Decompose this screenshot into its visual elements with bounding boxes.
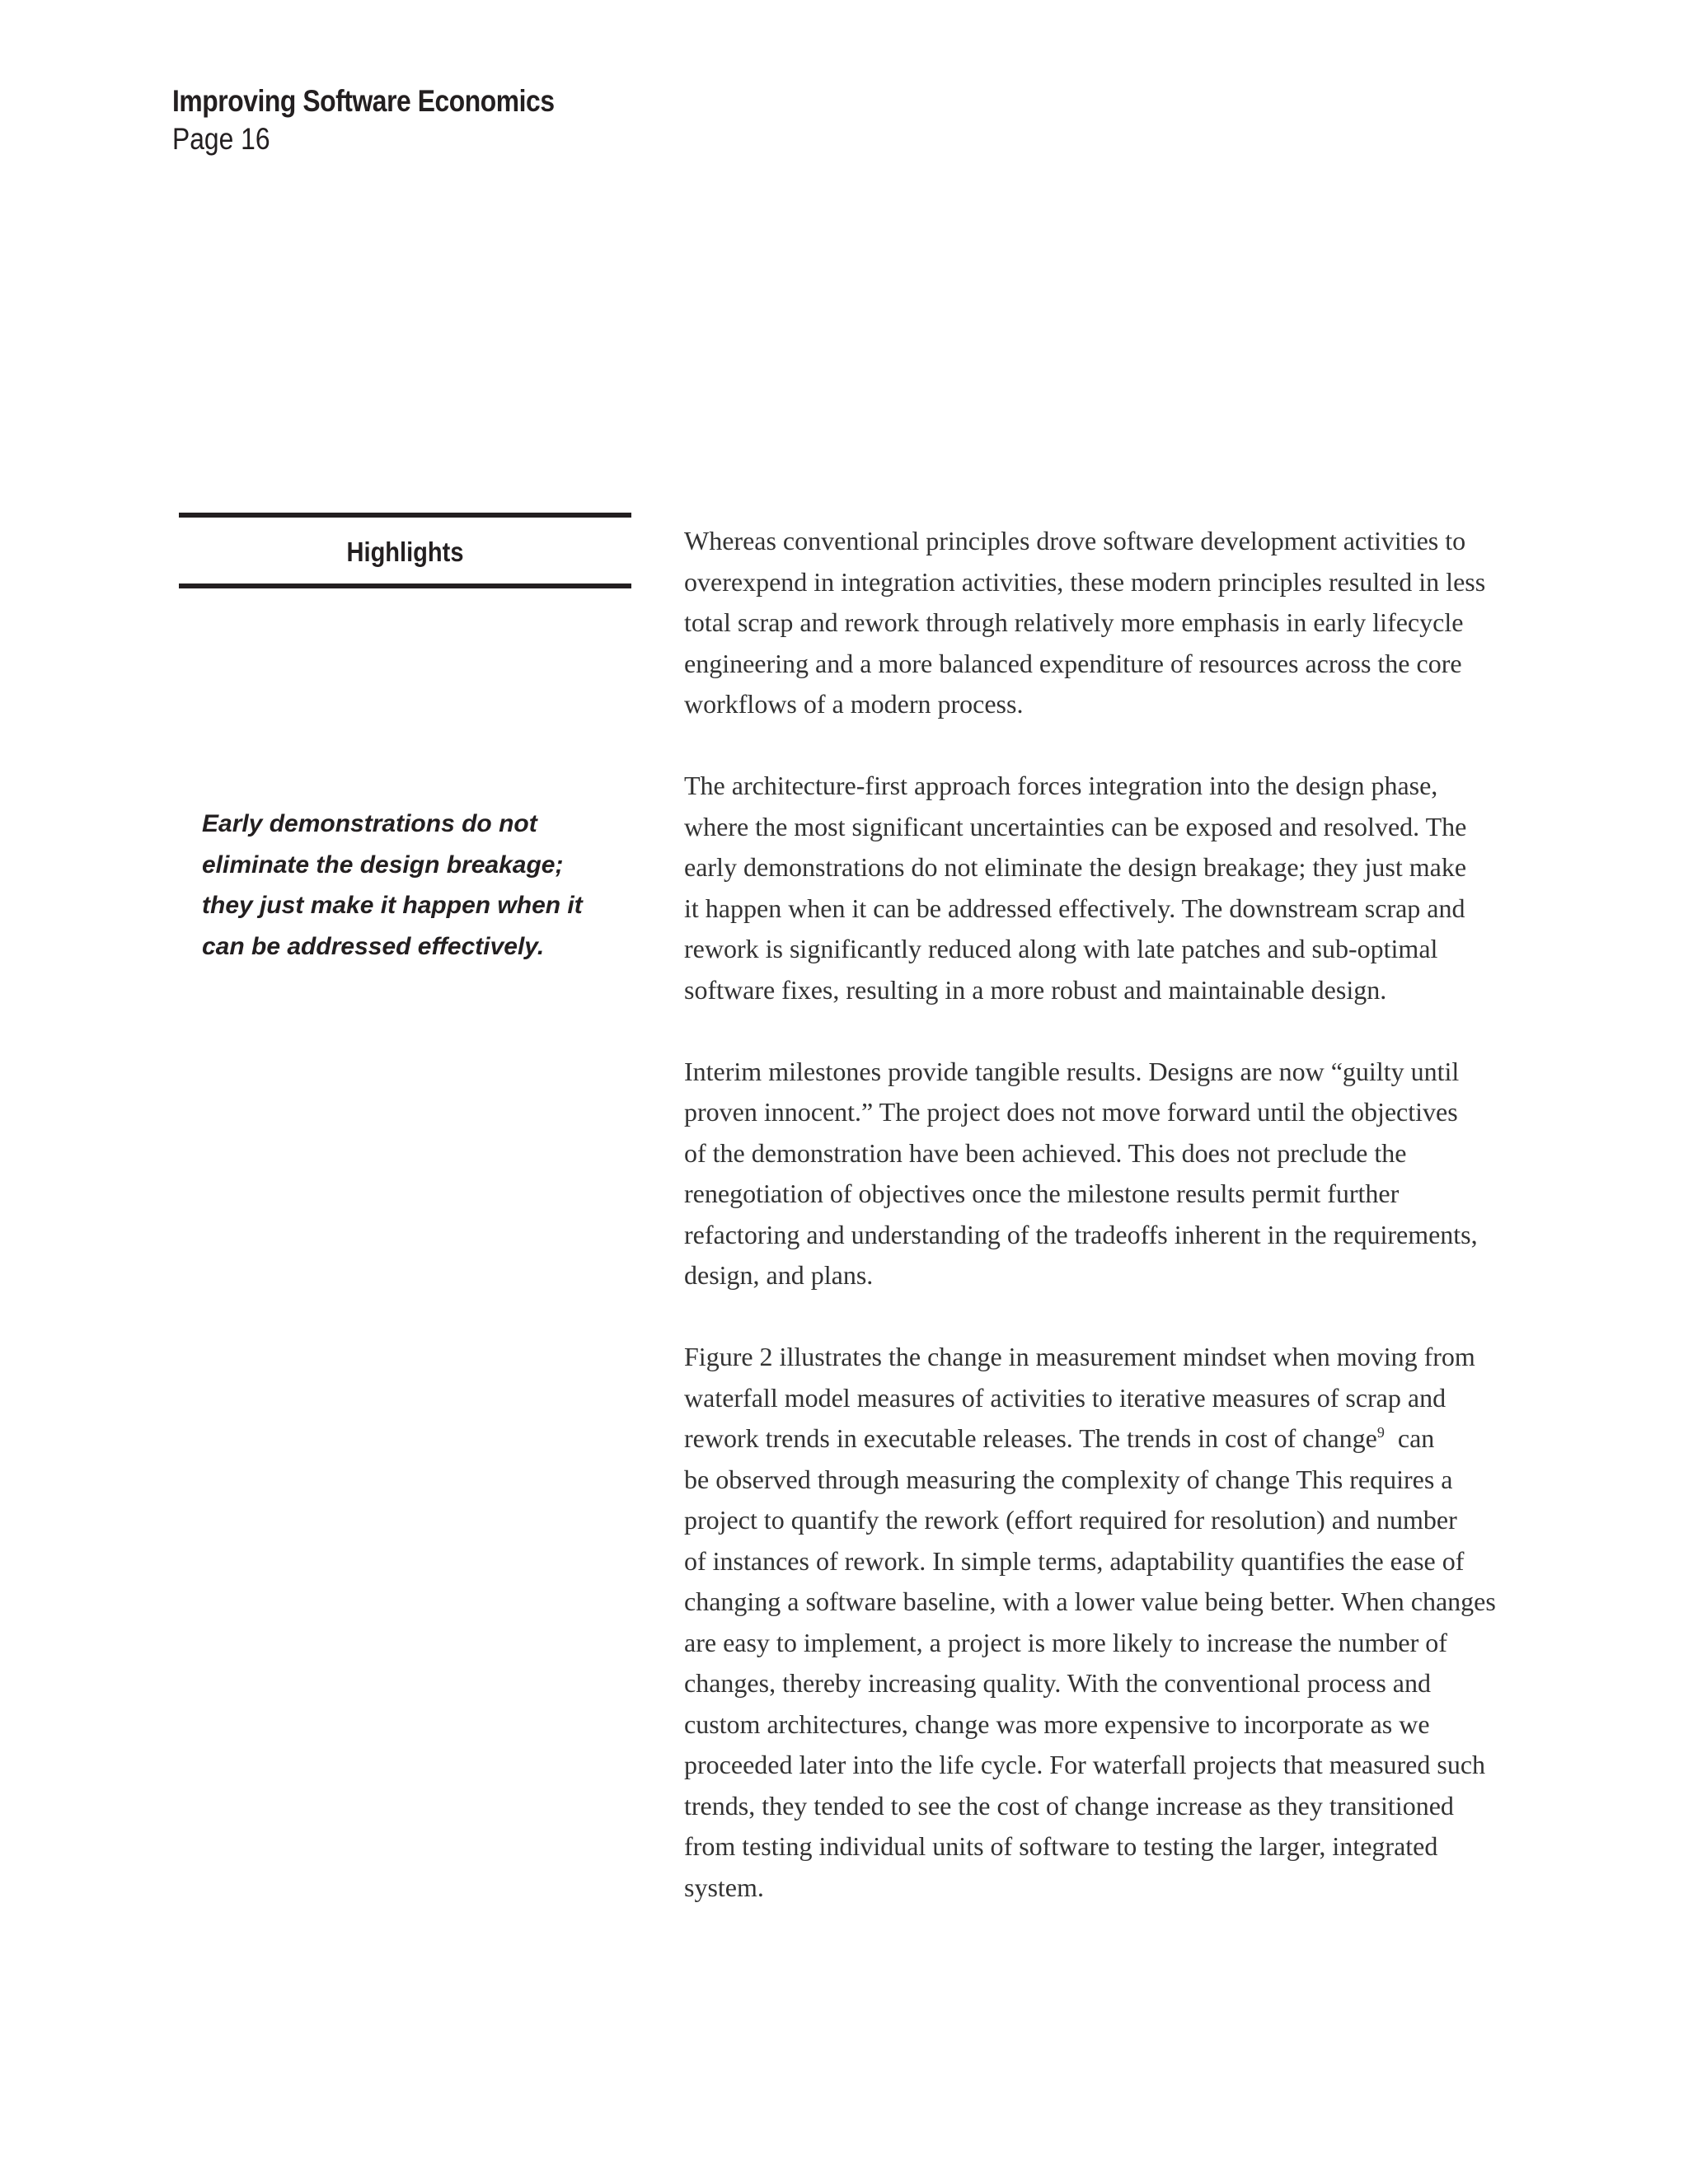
bottom-rule [179, 583, 631, 588]
text-line: rework is significantly reduced along with late patches and sub-optimal [684, 934, 1438, 963]
text-line: refactoring and understanding of the tradeoffs inherent in the requirements, [684, 1219, 1478, 1249]
highlights-box [179, 513, 631, 588]
body-paragraph-4 [684, 1337, 1566, 1908]
text-line: of instances of rework. In simple terms, adaptability quantifies the ease of [684, 1545, 1465, 1576]
footnote-marker: 9 [1376, 1424, 1385, 1441]
text-line: renegotiation of objectives once the milestone results permit further [684, 1179, 1400, 1208]
text-line: waterfall model measures of activities to iterative measures of scrap and [684, 1382, 1447, 1413]
body-paragraph-3 [684, 1052, 1566, 1296]
highlight-callout [202, 804, 614, 967]
text-line: Figure 2 illustrates the change in measurement mindset when moving from [684, 1342, 1475, 1371]
body-column [684, 521, 1566, 1949]
text-line: trends, they tended to see the cost of change increase as they transitioned [684, 1790, 1454, 1821]
document-title: Improving Software Economics [172, 84, 555, 118]
text-line: custom architectures, change was more expensive to incorporate as we [684, 1708, 1430, 1739]
text-line: Interim milestones provide tangible results. Designs are now “guilty until [684, 1056, 1460, 1086]
text-line: where the most significant uncertainties can be exposed and resolved. The [684, 811, 1467, 841]
body-paragraph-2 [684, 766, 1566, 1010]
text-line: can [1397, 1423, 1435, 1453]
text-line: design, and plans. [684, 1260, 874, 1290]
text-line: engineering and a more balanced expenditure of resources across the core [684, 648, 1462, 678]
text-line: be observed through measuring the complexity of change This requires a [684, 1464, 1453, 1494]
text-line: overexpend in integration activities, these modern principles resulted in less [684, 566, 1486, 597]
text-line: project to quantify the rework (effort required for resolution) and number [684, 1505, 1457, 1535]
text-line: changes, thereby increasing quality. With the conventional process and [684, 1668, 1431, 1698]
text-line: total scrap and rework through relatively more emphasis in early lifecycle [684, 607, 1464, 637]
highlights-heading: Highlights [346, 537, 464, 567]
callout-line: can be addressed effectively. [202, 932, 545, 960]
text-line: from testing individual units of software to testing the larger, integrated [684, 1831, 1438, 1861]
text-line: workflows of a modern process. [684, 689, 1024, 719]
text-line: software fixes, resulting in a more robust and maintainable design. [684, 974, 1387, 1005]
text-line: rework trends in executable releases. The trends in cost of change [684, 1423, 1377, 1453]
text-line: early demonstrations do not eliminate the design breakage; they just make [684, 852, 1467, 882]
text-line: Whereas conventional principles drove software development activities to [684, 526, 1466, 555]
text-line: of the demonstration have been achieved. This does not preclude the [684, 1137, 1407, 1168]
callout-line: Early demonstrations do not [202, 810, 537, 837]
text-line: proceeded later into the life cycle. For waterfall projects that measured such [684, 1750, 1486, 1779]
text-line: system. [684, 1872, 764, 1902]
callout-line: they just make it happen when it [202, 892, 583, 919]
page-header [172, 82, 617, 158]
body-paragraph-1 [684, 521, 1566, 725]
text-line: proven innocent.” The project does not move forward until the objectives [684, 1097, 1458, 1127]
callout-line: eliminate the design breakage; [202, 851, 564, 879]
text-line: it happen when it can be addressed effectively. The downstream scrap and [684, 893, 1465, 923]
text-line: The architecture-first approach forces integration into the design phase, [684, 771, 1438, 800]
page-number: Page 16 [172, 122, 270, 156]
text-line: changing a software baseline, with a lower value being better. When changes [684, 1586, 1496, 1616]
text-line: are easy to implement, a project is more likely to increase the number of [684, 1627, 1447, 1657]
